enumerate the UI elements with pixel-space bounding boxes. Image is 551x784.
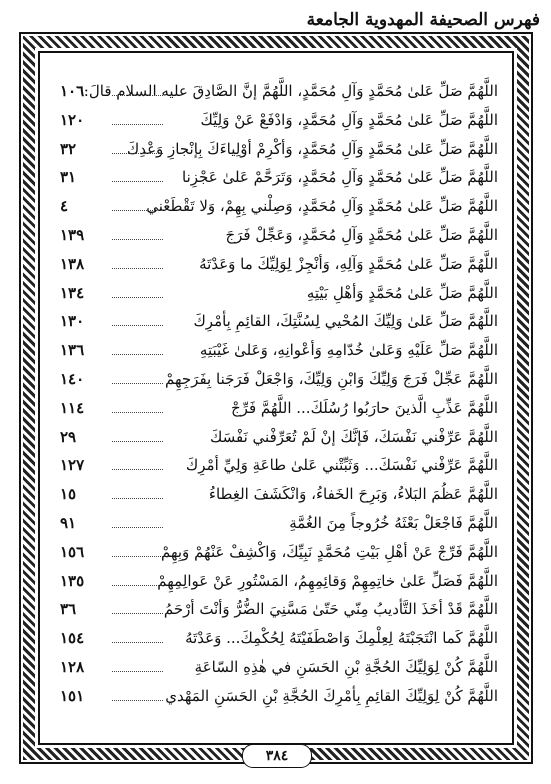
index-entry	[60, 625, 498, 654]
index-entry	[60, 308, 498, 337]
leader-dots	[112, 210, 163, 211]
index-entry	[60, 222, 498, 251]
leader-dots	[112, 153, 163, 154]
leader-dots	[112, 671, 163, 672]
entry-text: اللَّهُمَّ عَرِّفْني نَفْسَكَ... وَثَبِّتْني عَلىٰ طاعَةِ وَلِيِّ أمْرِكَ	[185, 456, 498, 475]
index-entry	[60, 395, 498, 424]
leader-dots	[112, 556, 163, 557]
entry-page-number: ١٢٠	[60, 110, 85, 129]
leader-dots	[112, 181, 163, 182]
index-entry	[60, 568, 498, 597]
index-entry	[60, 510, 498, 539]
entry-page-number: ١٠٦	[60, 82, 85, 100]
index-entry	[60, 164, 498, 193]
leader-dots	[112, 700, 163, 701]
leader-dots	[112, 95, 163, 96]
index-entry	[60, 654, 498, 683]
leader-dots	[112, 613, 163, 614]
leader-dots	[112, 498, 163, 499]
index-entry	[60, 366, 498, 395]
leader-dots	[112, 124, 163, 125]
page-number-badge: ٣٨٤	[242, 744, 312, 768]
entry-page-number: ١٥٤	[60, 629, 85, 648]
entry-text: اللَّهُمَّ صَلِّ عَلىٰ مُحَمَّدٍ وَآلِ مُحَمَّدٍ، وَأكْرِمْ أوْلِياءَكَ بِإنْجازِ وَعْدِكَ	[126, 139, 498, 158]
entry-page-number: ٩١	[60, 513, 77, 532]
leader-dots	[112, 585, 163, 586]
entry-page-number: ٢٩	[60, 427, 77, 446]
index-list	[60, 78, 498, 726]
entry-page-number: ١٣٠	[60, 312, 85, 331]
entry-text: اللَّهُمَّ عَذِّبِ الَّذينَ حارَبُوا رُسُلَكَ... اللَّهُمَّ فَرِّجْ	[231, 398, 498, 417]
entry-text: اللَّهُمَّ فَرِّجْ عَنْ أهْلِ بَيْتِ مُحَمَّدٍ نَبِيِّكَ، وَاكْشِفْ عَنْهُمْ وَبِهِمْ	[160, 542, 498, 561]
leader-dots	[112, 239, 163, 240]
entry-page-number: ١٣٥	[60, 571, 85, 590]
entry-text: اللَّهُمَّ صَلِّ عَلىٰ مُحَمَّدٍ وَآلِ مُحَمَّدٍ، وَصِلْني بِهِمْ، وَلا تَقْطَعْني	[146, 197, 498, 216]
leader-dots	[112, 268, 163, 269]
entry-text: اللَّهُمَّ عَرِّفْني نَفْسَكَ، فَإنَّكَ إنْ لَمْ تُعَرِّفْني نَفْسَكَ	[210, 427, 498, 446]
index-entry	[60, 193, 498, 222]
entry-text: اللَّهُمَّ عَظُمَ البَلاءُ، وَبَرِحَ الخَفاءُ، وَانْكَشَفَ الغِطاءُ	[208, 485, 498, 504]
entry-text: اللَّهُمَّ صَلِّ عَلَيْهِ وَعَلىٰ خُدّامِهِ وَأعْوانِهِ، وَعَلىٰ غَيْبَتِهِ	[199, 341, 498, 360]
entry-page-number: ١٥	[60, 485, 77, 504]
index-entry	[60, 481, 498, 510]
leader-dots	[112, 354, 163, 355]
entry-page-number: ١٣٤	[60, 283, 85, 302]
index-entry	[60, 452, 498, 481]
index-entry	[60, 136, 498, 165]
index-entry	[60, 251, 498, 280]
entry-page-number: ١٥٦	[60, 542, 85, 561]
entry-page-number: ١٣٩	[60, 225, 85, 244]
entry-text: اللَّهُمَّ صَلِّ عَلىٰ مُحَمَّدٍ وَآلِهِ، وَأنْجِزْ لِوَلِيِّكَ ما وَعَدْتَهُ	[199, 254, 498, 273]
entry-page-number: ١١٤	[60, 398, 85, 417]
index-entry	[60, 78, 498, 107]
entry-text: اللَّهُمَّ صَلِّ عَلىٰ مُحَمَّدٍ وَأهْلِ بَيْتِهِ	[306, 283, 498, 302]
entry-text: اللَّهُمَّ صَلِّ عَلىٰ مُحَمَّدٍ وَآلِ مُحَمَّدٍ، اللَّهُمَّ إنَّ الصَّادِقَ عليه السلام قالَ:	[83, 82, 498, 100]
entry-text: اللَّهُمَّ فَاجْعَلْ بَعْثَهُ خُرُوجاً مِنَ الغُمَّةِ	[289, 513, 498, 532]
leader-dots	[112, 441, 163, 442]
entry-text: اللَّهُمَّ عَجِّلْ فَرَجَ وَلِيِّكَ وَابْنِ وَلِيِّكَ، وَاجْعَلْ فَرَجَنا بِفَرَجِهِمْ	[165, 369, 498, 388]
entry-page-number: ١٤٠	[60, 369, 85, 388]
entry-page-number: ٣٦	[60, 600, 77, 619]
entry-text: اللَّهُمَّ كَما انْتَجَبْتَهُ لِعِلْمِكَ وَاصْطَفَيْتَهُ لِحُكْمِكَ... وَعَدْتَهُ	[185, 629, 498, 648]
entry-page-number: ٣٢	[60, 139, 77, 158]
entry-page-number: ١٣٦	[60, 341, 85, 360]
leader-dots	[112, 527, 163, 528]
entry-page-number: ٣١	[60, 168, 77, 187]
entry-text: اللَّهُمَّ كُنْ لِوَلِيِّكَ القائِمِ بِأمْرِكَ الحُجَّةِ بْنِ الحَسَنِ المَهْدي	[165, 686, 498, 705]
index-entry	[60, 683, 498, 712]
leader-dots	[112, 412, 163, 413]
entry-text: اللَّهُمَّ صَلِّ عَلىٰ مُحَمَّدٍ وَآلِ مُحَمَّدٍ، وَتَرَحَّمْ عَلىٰ عَجْزِنا	[182, 168, 498, 187]
entry-page-number: ٤	[60, 197, 69, 216]
entry-text: اللَّهُمَّ قَدْ أخَذَ التَّأديبُ مِنّي حَتّىٰ مَسَّنِيَ الضُّرُّ وَأنْتَ أرْحَمُ	[163, 600, 498, 619]
index-entry	[60, 337, 498, 366]
leader-dots	[112, 642, 163, 643]
leader-dots	[112, 325, 163, 326]
entry-page-number: ١٥١	[60, 686, 85, 705]
index-entry	[60, 539, 498, 568]
entry-text: اللَّهُمَّ فَصَلِّ عَلىٰ خاتِمِهِمْ وَقائِمِهِمُ، المَسْتُورِ عَنْ عَوالِمِهِمْ	[157, 571, 498, 590]
entry-page-number: ١٢٨	[60, 657, 85, 676]
leader-dots	[112, 469, 163, 470]
leader-dots	[112, 383, 163, 384]
entry-text: اللَّهُمَّ صَلِّ عَلىٰ مُحَمَّدٍ وَآلِ مُحَمَّدٍ، وَادْفَعْ عَنْ وَلِيِّكَ	[200, 110, 498, 129]
leader-dots	[112, 297, 163, 298]
index-entry	[60, 596, 498, 625]
entry-text: اللَّهُمَّ كُنْ لِوَلِيِّكَ الحُجَّةِ بْنِ الحَسَنِ في هٰذِهِ السّاعَةِ	[194, 657, 498, 676]
entry-text: اللَّهُمَّ صَلِّ عَلىٰ مُحَمَّدٍ وَآلِ مُحَمَّدٍ، وَعَجِّلْ فَرَجَ	[225, 225, 498, 244]
running-header: فهرس الصحيفة المهدوية الجامعة	[306, 10, 540, 30]
entry-page-number: ١٢٧	[60, 456, 85, 475]
entry-text: اللَّهُمَّ صَلِّ عَلىٰ وَلِيِّكَ المُحْيي لِسُنَّتِكَ، القائِمِ بِأمْرِكَ	[193, 312, 498, 331]
index-entry	[60, 107, 498, 136]
entry-page-number: ١٣٨	[60, 254, 85, 273]
index-entry	[60, 280, 498, 309]
index-entry	[60, 424, 498, 453]
